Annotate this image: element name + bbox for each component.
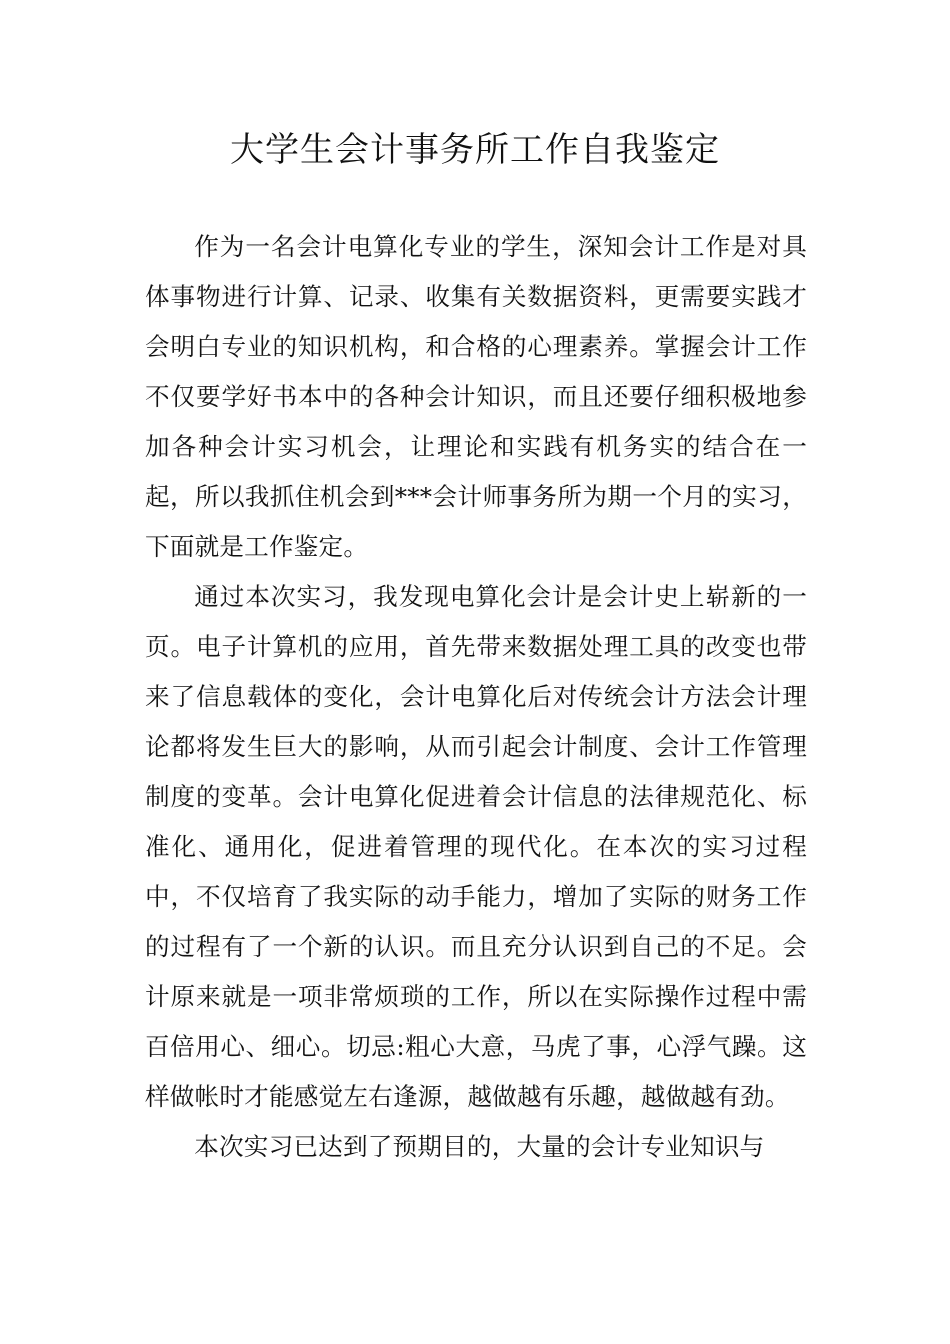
paragraph-2: 通过本次实习，我发现电算化会计是会计史上崭新的一页。电子计算机的应用，首先带来数据处理工具的改变也带来了信息载体的变化，会计电算化后对传统会计方法会计理论都将发生巨大的影响，从而引起会计制度、会计工作管理制度的变革。会计电算化促进着会计信息的法律规范化、标准化、通用化，促进着管理的现代化。在本次的实习过程中，不仅培育了我实际的动手能力，增加了实际的财务工作的过程有了一个新的认识。而且充分认识到自己的不足。会计原来就是一项非常烦琐的工作，所以在实际操作过程中需百倍用心、细心。切忌:粗心大意，马虎了事，心浮气躁。这样做帐时才能感觉左右逢源，越做越有乐趣，越做越有劲。 xyxy=(145,582,807,1111)
paragraph-3: 本次实习已达到了预期目的，大量的会计专业知识与 xyxy=(194,1132,765,1161)
document-title: 大学生会计事务所工作自我鉴定 xyxy=(230,130,720,170)
document-body xyxy=(145,222,807,1172)
paragraph-1: 作为一名会计电算化专业的学生，深知会计工作是对具体事物进行计算、记录、收集有关数据资料，更需要实践才会明白专业的知识机构，和合格的心理素养。掌握会计工作不仅要学好书本中的各种会计知识，而且还要仔细积极地参加各种会计实习机会，让理论和实践有机务实的结合在一起，所以我抓住机会到***会计师事务所为期一个月的实习，下面就是工作鉴定。 xyxy=(145,232,807,561)
